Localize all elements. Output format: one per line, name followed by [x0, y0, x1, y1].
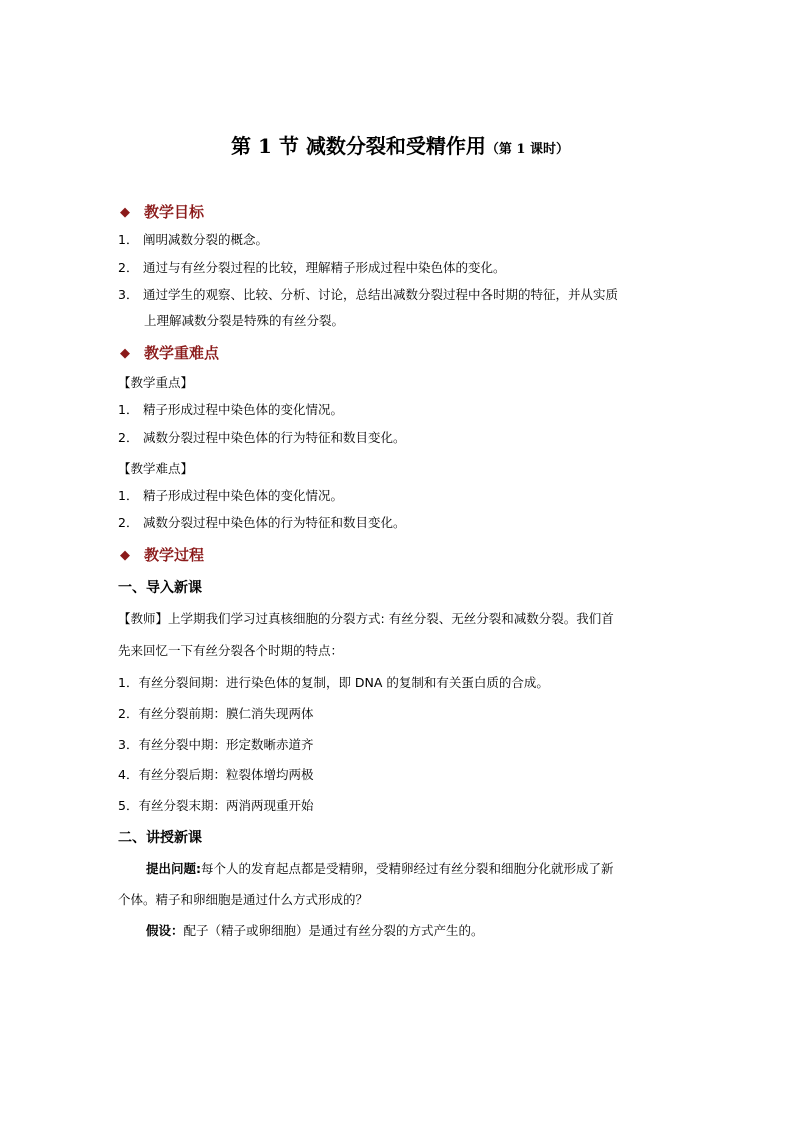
list-item: 1． 阐明减数分裂的概念。 [118, 232, 269, 247]
list-item: 1． 精子形成过程中染色体的变化情况。 [118, 402, 344, 417]
phase-item: 4．有丝分裂后期：粒裂体增均两极 [118, 767, 314, 782]
phase-item: 2．有丝分裂前期：膜仁消失现两体 [118, 706, 314, 721]
section-label: 教学重难点 [144, 344, 220, 362]
title-sub: （第 1 课时） [485, 142, 569, 157]
list-item: 2． 减数分裂过程中染色体的行为特征和数目变化。 [118, 430, 406, 445]
subheading-intro: 一、导入新课 [118, 580, 202, 596]
question-paragraph-line2: 个体。精子和卵细胞是通过什么方式形成的？ [118, 892, 369, 907]
list-item: 1． 精子形成过程中染色体的变化情况。 [118, 488, 344, 503]
list-item: 2． 通过与有丝分裂过程的比较，理解精子形成过程中染色体的变化。 [118, 260, 506, 275]
phase-item: 5．有丝分裂末期：两消两现重开始 [118, 798, 314, 813]
section-label: 教学过程 [144, 546, 205, 564]
phase-item: 1．有丝分裂间期：进行染色体的复制，即 DNA 的复制和有关蛋白质的合成。 [118, 675, 549, 690]
list-item-continuation: 上理解减数分裂是特殊的有丝分裂。 [144, 313, 345, 328]
section-label: 教学目标 [144, 203, 205, 221]
key-points-label: 【教学重点】 [118, 375, 194, 390]
question-paragraph-line1: 提出问题:每个人的发育起点都是受精卵，受精卵经过有丝分裂和细胞分化就形成了新 [146, 861, 614, 876]
subheading-new-lesson: 二、讲授新课 [118, 830, 202, 846]
section-heading-objectives [120, 201, 204, 222]
list-item: 3． 通过学生的观察、比较、分析、讨论，总结出减数分裂过程中各时期的特征，并从实质 [118, 287, 619, 302]
title-main: 第 1 节 减数分裂和受精作用 [231, 134, 486, 158]
diamond-bullet-icon: ◆ [120, 548, 130, 563]
teacher-label: 【教师】 [118, 611, 169, 626]
page-title [120, 130, 680, 159]
list-item: 2． 减数分裂过程中染色体的行为特征和数目变化。 [118, 515, 406, 530]
difficult-points-label: 【教学难点】 [118, 461, 194, 476]
phase-item: 3．有丝分裂中期：形定数晰赤道齐 [118, 737, 314, 752]
hypothesis-paragraph: 假设：配子（精子或卵细胞）是通过有丝分裂的方式产生的。 [146, 923, 484, 938]
hypothesis-label: 假设： [146, 923, 184, 938]
diamond-bullet-icon: ◆ [120, 346, 130, 361]
section-heading-key-difficult [120, 342, 219, 363]
teacher-paragraph-line1: 【教师】上学期我们学习过真核细胞的分裂方式: 有丝分裂、无丝分裂和减数分裂。我们首 [118, 611, 614, 626]
teacher-paragraph-line2: 先来回忆一下有丝分裂各个时期的特点： [118, 643, 344, 658]
section-heading-process [120, 544, 204, 565]
diamond-bullet-icon: ◆ [120, 205, 130, 220]
question-label: 提出问题: [146, 861, 201, 876]
